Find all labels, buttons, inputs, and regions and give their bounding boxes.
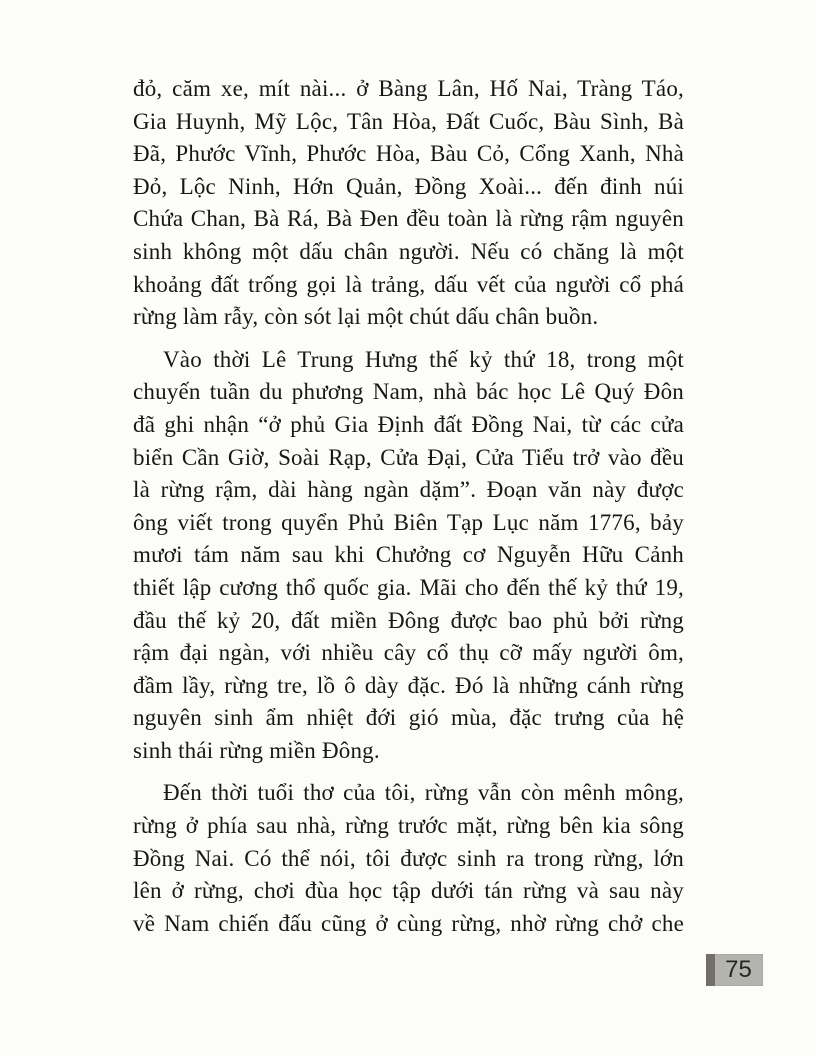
text-block <box>133 73 684 950</box>
page-number-box <box>706 954 763 986</box>
text-line: Gia Huynh, Mỹ Lộc, Tân Hòa, Đất Cuốc, Bàu Sình, Bà <box>133 108 684 134</box>
text-line: là rừng rậm, dài hàng ngàn dặm”. Đoạn văn này được <box>133 477 684 503</box>
text-line: đã ghi nhận “ở phủ Gia Định đất Đồng Nai, từ các cửa <box>133 411 684 437</box>
text-line: Đã, Phước Vĩnh, Phước Hòa, Bàu Cỏ, Cổng Xanh, Nhà <box>133 141 684 167</box>
text-line: sinh không một dấu chân người. Nếu có chăng là một <box>133 238 684 264</box>
text-line: rậm đại ngàn, với nhiều cây cổ thụ cỡ mấy người ôm, <box>133 640 684 666</box>
text-line: rừng ở phía sau nhà, rừng trước mặt, rừng bên kia sông <box>133 813 684 839</box>
text-line: đỏ, căm xe, mít nài... ở Bàng Lân, Hố Nai, Tràng Táo, <box>133 76 684 101</box>
text-line: biển Cần Giờ, Soài Rạp, Cửa Đại, Cửa Tiểu trở vào đều <box>133 444 684 470</box>
text-line: về Nam chiến đấu cũng ở cùng rừng, nhờ rừng chở che <box>133 910 684 936</box>
text-line: đầm lầy, rừng tre, lồ ô dày đặc. Đó là những cánh rừng <box>133 672 684 698</box>
text-line: lên ở rừng, chơi đùa học tập dưới tán rừng và sau này <box>133 878 684 904</box>
paragraph <box>133 344 684 768</box>
text-line: đầu thế kỷ 20, đất miền Đông được bao phủ bởi rừng <box>133 607 684 633</box>
page-number: 75 <box>725 956 752 983</box>
text-line: mươi tám năm sau khi Chưởng cơ Nguyễn Hữu Cảnh <box>133 542 684 568</box>
text-line: thiết lập cương thổ quốc gia. Mãi cho đến thế kỷ thứ 19, <box>133 574 684 600</box>
paragraph <box>133 73 684 334</box>
text-line: nguyên sinh ẩm nhiệt đới gió mùa, đặc trưng của hệ <box>133 705 684 731</box>
text-line: Đỏ, Lộc Ninh, Hớn Quản, Đồng Xoài... đến đinh núi <box>133 173 684 199</box>
text-line: sinh thái rừng miền Đông. <box>133 737 380 763</box>
text-line: Chứa Chan, Bà Rá, Bà Đen đều toàn là rừng rậm nguyên <box>133 206 684 232</box>
text-line: rừng làm rẫy, còn sót lại một chút dấu chân buồn. <box>133 304 599 330</box>
text-line: Đồng Nai. Có thể nói, tôi được sinh ra trong rừng, lớn <box>133 845 684 871</box>
text-line: Vào thời Lê Trung Hưng thế kỷ thứ 18, trong một <box>163 346 684 372</box>
paragraph <box>133 777 684 940</box>
text-line: chuyến tuần du phương Nam, nhà bác học Lê Quý Đôn <box>133 379 684 405</box>
text-line: khoảng đất trống gọi là trảng, dấu vết của người cổ phá <box>133 271 684 297</box>
text-line: Đến thời tuổi thơ của tôi, rừng vẫn còn mênh mông, <box>163 780 684 806</box>
text-line: ông viết trong quyển Phủ Biên Tạp Lục năm 1776, bảy <box>133 509 684 535</box>
